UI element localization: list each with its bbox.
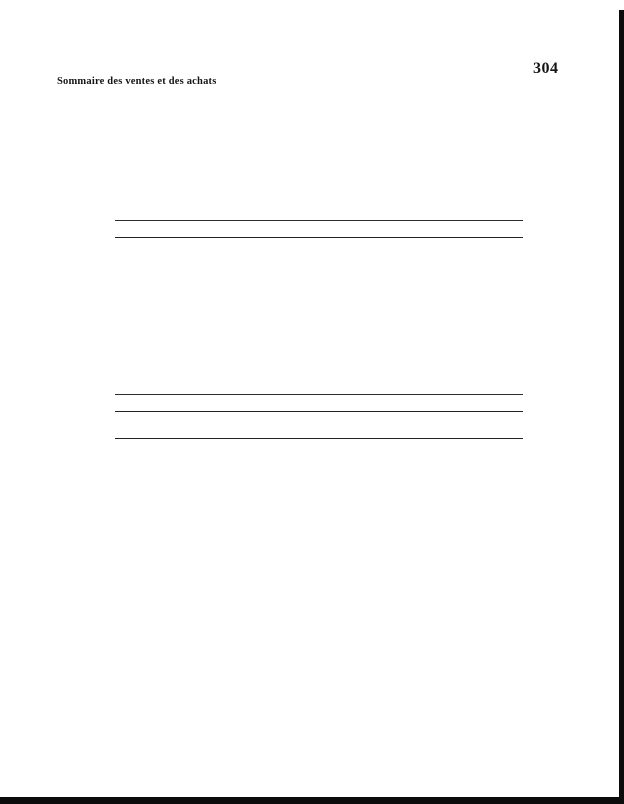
table-row	[53, 301, 523, 318]
table-row	[53, 212, 523, 229]
amount-cell	[233, 237, 295, 238]
amount-cell	[358, 438, 414, 439]
amount-cell	[115, 220, 170, 221]
subtotal-row	[53, 229, 523, 246]
amount-cell	[414, 220, 468, 221]
table-row	[53, 161, 523, 178]
amount-cell	[358, 237, 414, 238]
table-row	[53, 127, 523, 144]
amount-cell	[468, 438, 523, 439]
table-row	[53, 144, 523, 161]
scan-edge-artifact-bottom	[0, 797, 624, 804]
amount-cell	[170, 411, 233, 412]
amount-cell	[233, 394, 295, 395]
amount-cell	[414, 411, 468, 412]
amount-cell	[115, 411, 170, 412]
subtotal-row	[53, 403, 523, 420]
amount-cell	[170, 394, 233, 395]
table-header-row	[53, 108, 523, 126]
amount-cell	[358, 394, 414, 395]
amount-cell	[295, 237, 358, 238]
amount-cell	[170, 237, 233, 238]
amount-cell	[295, 438, 358, 439]
amount-cell	[414, 438, 468, 439]
amount-cell	[468, 411, 523, 412]
amount-cell	[233, 411, 295, 412]
table-row	[53, 369, 523, 386]
amount-cell	[414, 394, 468, 395]
amount-cell	[295, 411, 358, 412]
amount-cell	[233, 220, 295, 221]
amount-cell	[233, 438, 295, 439]
table-row	[53, 352, 523, 369]
amount-cell	[468, 237, 523, 238]
table-row	[53, 195, 523, 212]
amount-cell	[115, 438, 170, 439]
sales-purchases-summary-table	[53, 108, 523, 447]
table-row	[53, 178, 523, 195]
table-row	[53, 250, 523, 267]
amount-cell	[115, 237, 170, 238]
amount-cell	[358, 411, 414, 412]
amount-cell	[170, 438, 233, 439]
amount-cell	[468, 394, 523, 395]
amount-cell	[295, 394, 358, 395]
amount-cell	[414, 237, 468, 238]
amount-cell	[468, 220, 523, 221]
table-row	[53, 284, 523, 301]
table-row	[53, 267, 523, 284]
table-row	[53, 335, 523, 352]
page-number: 304	[533, 60, 559, 77]
amount-cell	[358, 220, 414, 221]
cumulative-row	[53, 430, 523, 447]
amount-cell	[170, 220, 233, 221]
amount-cell	[295, 220, 358, 221]
amount-cell	[115, 394, 170, 395]
table-row	[53, 386, 523, 403]
table-row	[53, 318, 523, 335]
scan-edge-artifact-right	[619, 10, 624, 804]
report-title: Sommaire des ventes et des achats	[57, 76, 217, 87]
